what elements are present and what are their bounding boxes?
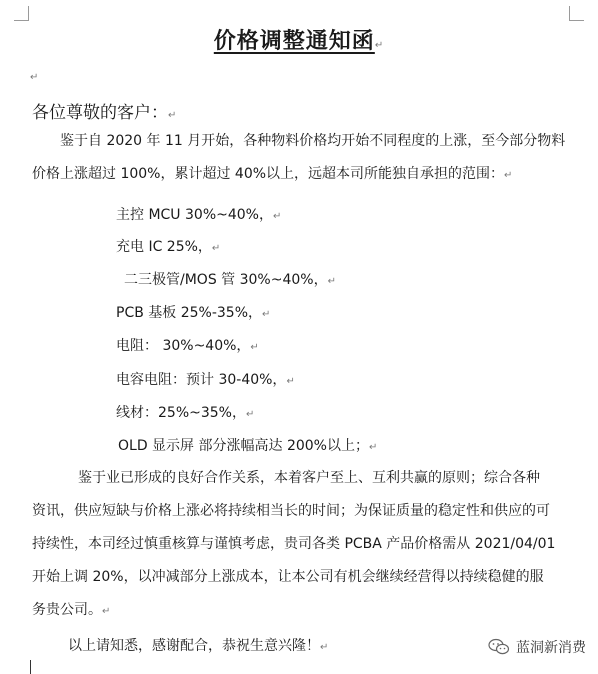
- line-text: 开始上调 20%，以冲减部分上涨成本，让本公司有机会继续经营得以持续稳健的服: [32, 569, 544, 585]
- paragraph-1-line-1: [60, 131, 565, 151]
- item-text: 电容电阻：预计 30-40%，: [116, 372, 287, 388]
- paragraph-mark-icon: ↵: [168, 110, 177, 121]
- list-item: [116, 402, 254, 422]
- item-text: OLD 显示屏 部分涨幅高达 200%以上；: [118, 438, 369, 454]
- paragraph-mark-icon: ↵: [211, 243, 221, 254]
- watermark: [488, 637, 586, 657]
- title-text: 价格调整通知函: [213, 28, 375, 54]
- list-item: [116, 335, 259, 355]
- list-item: [116, 369, 295, 389]
- paragraph-2-line-1: [78, 468, 540, 488]
- closing-text: 以上请知悉，感谢配合，恭祝生意兴隆！: [68, 638, 320, 654]
- paragraph-mark-icon: ↵: [250, 342, 259, 353]
- item-text: 主控 MCU 30%~40%，: [116, 207, 273, 223]
- paragraph-2-line-3: [32, 534, 555, 554]
- paragraph-mark-icon: ↵: [286, 376, 295, 387]
- greeting-text: 各位尊敬的客户：: [32, 103, 168, 123]
- line-text: 鉴于自 2020 年 11 月开始，各种物料价格均开始不同程度的上涨，至今部分物料: [60, 133, 566, 149]
- paragraph-mark-icon: ↵: [102, 606, 111, 617]
- paragraph-2-line-2: [32, 501, 550, 521]
- paragraph-mark-icon: ↵: [272, 211, 282, 222]
- paragraph-mark-icon: ↵: [504, 170, 513, 181]
- item-text: PCB 基板 25%-35%，: [116, 305, 263, 321]
- paragraph-mark-icon: ↵: [327, 276, 336, 287]
- greeting: [32, 98, 176, 123]
- paragraph-mark-icon: ↵: [262, 309, 271, 320]
- list-item: [116, 302, 270, 322]
- paragraph-mark-icon: ↵: [374, 40, 385, 51]
- paragraph-mark-icon: ↵: [30, 72, 39, 83]
- list-item: [116, 204, 281, 224]
- text-cursor: [30, 660, 31, 674]
- list-item: [124, 269, 336, 289]
- paragraph-1-line-2: [32, 164, 512, 186]
- paragraph-2-line-4: [32, 567, 544, 587]
- item-text: 充电 IC 25%，: [116, 239, 212, 255]
- paragraph-mark-icon: ↵: [368, 442, 378, 453]
- watermark-text: 蓝洞新消费: [516, 640, 586, 656]
- item-text: 电阻： 30%~40%，: [116, 338, 251, 354]
- line-text: 持续性，本司经过慎重核算与谨慎考虑，贵司各类 PCBA 产品价格需从 2021/04/01: [32, 536, 556, 552]
- paragraph-mark-icon: ↵: [320, 642, 329, 653]
- item-text: 线材：25%~35%，: [116, 405, 246, 421]
- item-text: 二三极管/MOS 管 30%~40%，: [124, 272, 328, 288]
- wechat-icon: [488, 638, 510, 656]
- line-text: 务贵公司。: [32, 602, 102, 618]
- line-text: 价格上涨超过 100%，累计超过 40%以上，远超本司所能独自承担的范围：: [32, 166, 505, 182]
- page-corner-top-left: [14, 6, 29, 21]
- line-text: 鉴于业已形成的良好合作关系，本着客户至上、互利共赢的原则；综合各种: [78, 470, 540, 486]
- line-text: 资讯，供应短缺与价格上涨必将持续相当长的时间；为保证质量的稳定性和供应的可: [32, 503, 550, 519]
- paragraph-2-line-5: [32, 600, 110, 622]
- closing-line: [68, 636, 328, 658]
- list-item: [118, 435, 377, 455]
- paragraph-mark-icon: ↵: [245, 409, 255, 420]
- document-title: [0, 24, 598, 55]
- list-item: [116, 236, 220, 256]
- page-corner-top-right: [569, 6, 584, 21]
